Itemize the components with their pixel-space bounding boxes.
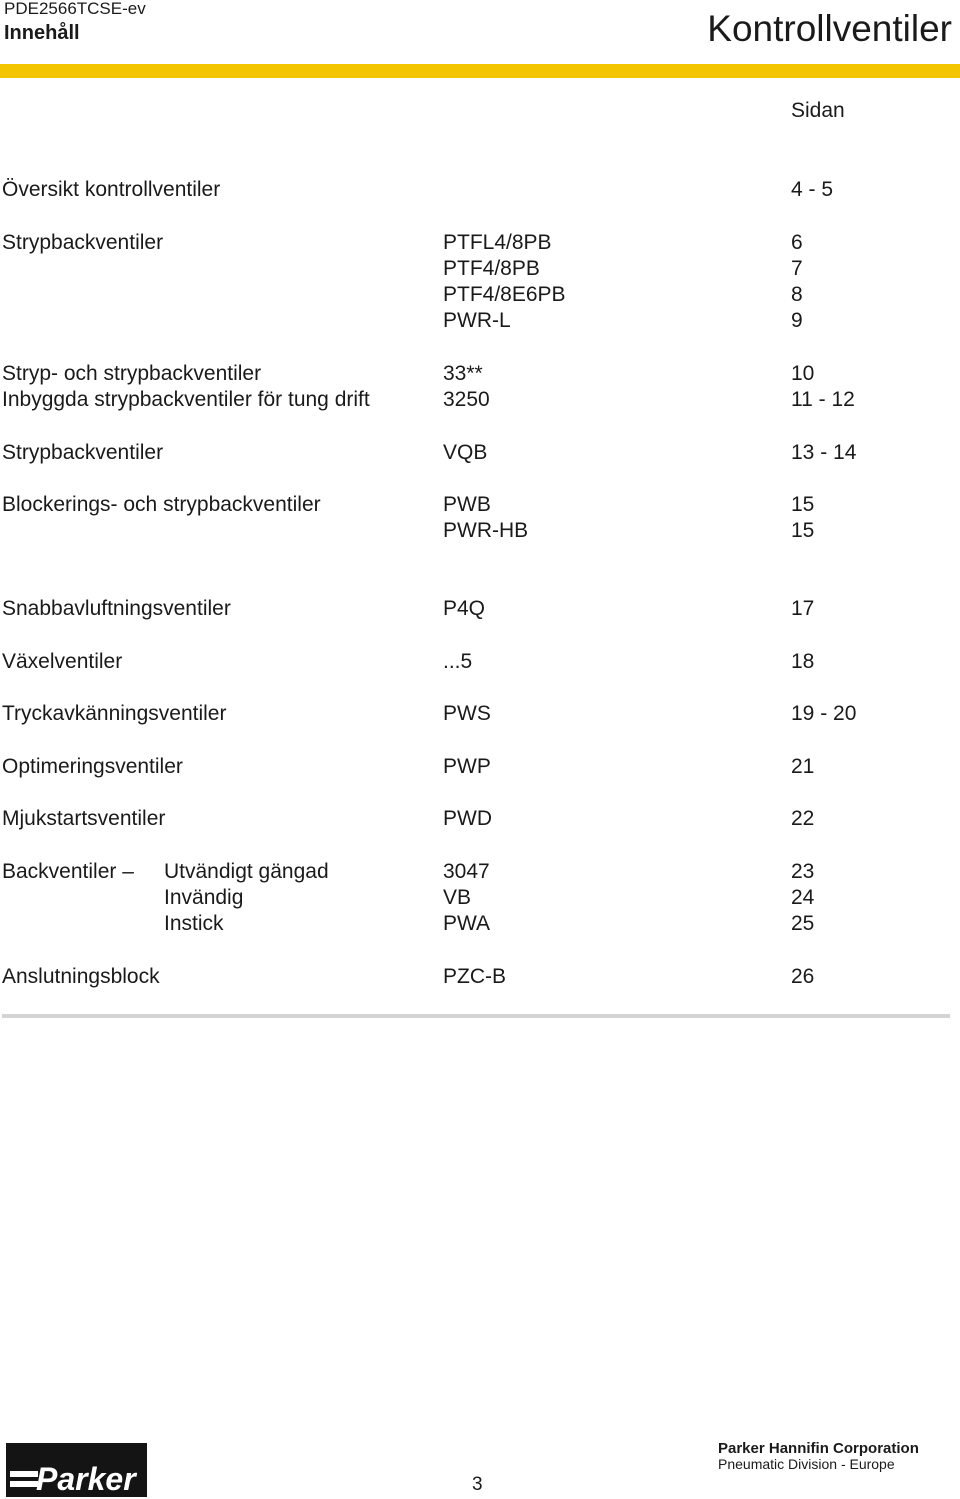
toc-page: 23 (791, 860, 815, 883)
logo-wordmark: Parker (36, 1461, 136, 1497)
toc-row (0, 754, 960, 780)
toc-label: Inbyggda strypbackventiler för tung drift (2, 388, 370, 411)
toc-model: PWA (443, 912, 491, 935)
toc-page: 25 (791, 912, 815, 935)
toc-row (0, 230, 960, 256)
toc-row (0, 859, 960, 885)
company-name: Parker Hannifin Corporation (718, 1440, 919, 1457)
toc-page: 22 (791, 807, 815, 830)
page-title: Kontrollventiler (707, 8, 952, 49)
toc-page: 15 (791, 519, 815, 542)
toc-row (0, 518, 960, 544)
toc-page: 7 (791, 257, 803, 280)
toc-page: 6 (791, 231, 803, 254)
toc-model: PWB (443, 493, 491, 516)
toc-label: Anslutningsblock (2, 965, 160, 988)
toc-model: PWD (443, 807, 492, 830)
toc-row (0, 440, 960, 466)
toc-label: Strypbackventiler (2, 441, 164, 464)
toc-row (0, 361, 960, 387)
toc-label: Blockerings- och strypbackventiler (2, 493, 321, 516)
toc-model: PWP (443, 755, 491, 778)
toc-row (0, 806, 960, 832)
parker-logo-mark (6, 1443, 147, 1497)
toc-page: 11 - 12 (791, 388, 855, 411)
page-column-heading: Sidan (791, 99, 845, 122)
toc-model: PWS (443, 702, 491, 725)
toc-row (0, 177, 960, 203)
toc-model: 3047 (443, 860, 490, 883)
toc-model: PZC-B (443, 965, 506, 988)
toc-label: Mjukstartsventiler (2, 807, 166, 830)
toc-model: 33** (443, 362, 483, 385)
toc-page: 4 - 5 (791, 178, 834, 201)
toc-sublabel: Instick (164, 912, 224, 935)
toc-label: Tryckavkänningsventiler (2, 702, 227, 725)
toc-model: VQB (443, 441, 488, 464)
toc-label: Strypbackventiler (2, 231, 164, 254)
toc-model: VB (443, 886, 472, 909)
toc-row (0, 256, 960, 282)
toc-row (0, 387, 960, 413)
toc-label: Optimeringsventiler (2, 755, 183, 778)
document-code: PDE2566TCSE-ev (4, 0, 146, 18)
toc-model: PTFL4/8PB (443, 231, 552, 254)
toc-sublabel: Utvändigt gängad (164, 860, 329, 883)
toc-row (0, 282, 960, 308)
page-number: 3 (472, 1474, 483, 1495)
toc-page: 19 - 20 (791, 702, 857, 725)
toc-row (0, 964, 960, 990)
toc-page: 13 - 14 (791, 441, 857, 464)
content-divider (2, 1014, 950, 1018)
toc-row (0, 701, 960, 727)
toc-label: Stryp- och strypbackventiler (2, 362, 262, 385)
toc-page: 18 (791, 650, 815, 673)
toc-label: Snabbavluftningsventiler (2, 597, 231, 620)
toc-page: 21 (791, 755, 815, 778)
toc-sublabel: Invändig (164, 886, 244, 909)
toc-page: 15 (791, 493, 815, 516)
toc-model: 3250 (443, 388, 490, 411)
toc-page: 24 (791, 886, 815, 909)
toc-row (0, 596, 960, 622)
toc-model: ...5 (443, 650, 473, 673)
toc-row (0, 649, 960, 675)
toc-model: PWR-HB (443, 519, 529, 542)
toc-label: Översikt kontrollventiler (2, 178, 221, 201)
toc-label: Backventiler – (2, 860, 134, 883)
toc-row (0, 885, 960, 911)
toc-page: 26 (791, 965, 815, 988)
toc-model: PTF4/8PB (443, 257, 540, 280)
header-accent-bar (0, 64, 960, 78)
division-name: Pneumatic Division - Europe (718, 1456, 895, 1472)
toc-model: P4Q (443, 597, 486, 620)
section-title: Innehåll (4, 22, 80, 44)
toc-page: 10 (791, 362, 815, 385)
toc-page: 9 (791, 309, 803, 332)
toc-label: Växelventiler (2, 650, 123, 673)
toc-row (0, 911, 960, 937)
toc-row (0, 308, 960, 334)
parker-logo (6, 1443, 147, 1497)
toc-page: 8 (791, 283, 803, 306)
toc-model: PTF4/8E6PB (443, 283, 566, 306)
toc-row (0, 492, 960, 518)
toc-page: 17 (791, 597, 815, 620)
toc-model: PWR-L (443, 309, 511, 332)
